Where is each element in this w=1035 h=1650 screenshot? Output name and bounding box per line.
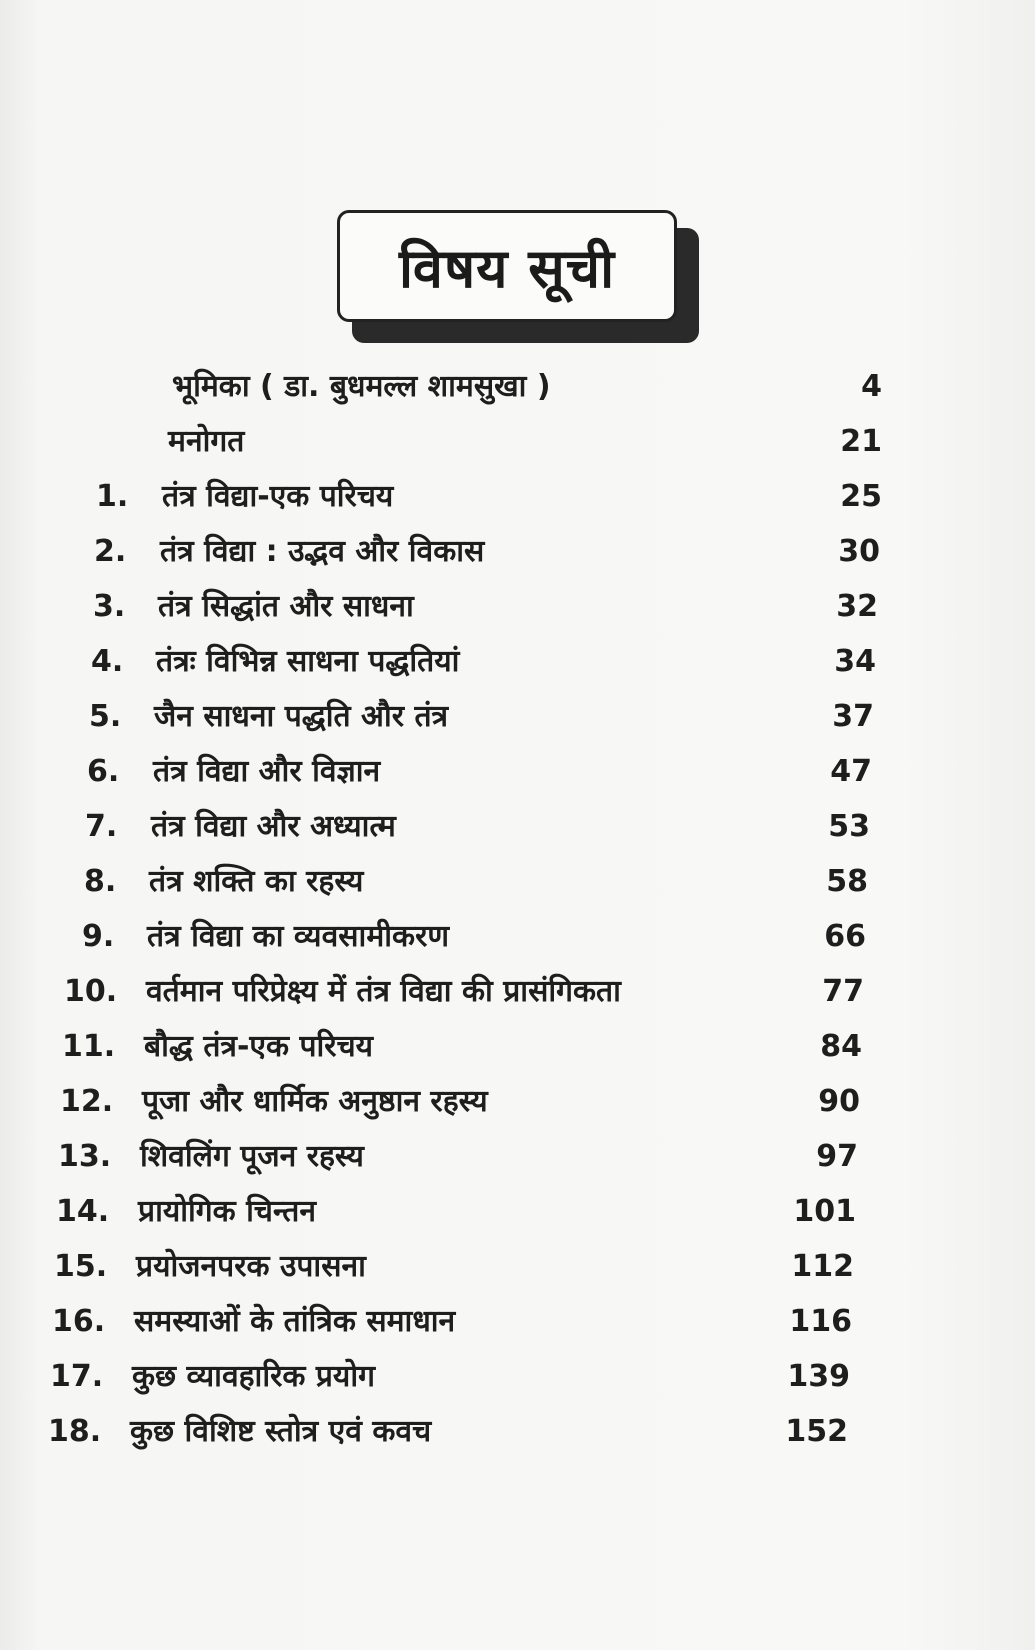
entry-page-number: 37 [832, 699, 874, 734]
entry-title: तंत्र विद्या और विज्ञान [153, 754, 381, 789]
entry-page-number: 32 [836, 589, 878, 624]
entry-page-number: 4 [861, 369, 882, 404]
entry-number: 17. [50, 1359, 104, 1394]
entry-page-number: 58 [826, 864, 868, 899]
entry-page-number: 152 [785, 1414, 848, 1449]
entry-number: 11. [62, 1029, 116, 1064]
entry-title: कुछ विशिष्ट स्तोत्र एवं कवच [130, 1414, 432, 1449]
entry-page-number: 116 [789, 1304, 852, 1339]
entry-page-number: 77 [822, 974, 864, 1009]
entry-number: 12. [60, 1084, 114, 1119]
entry-number: 2. [94, 534, 127, 569]
entry-title: मनोगत [168, 424, 245, 459]
entry-page-number: 112 [791, 1249, 854, 1284]
toc-entry [0, 530, 1035, 574]
entry-number: 18. [48, 1414, 102, 1449]
entry-number: 8. [84, 864, 117, 899]
toc-entry [0, 860, 1035, 904]
toc-entry [0, 1355, 1035, 1399]
entry-title: तंत्रः विभिन्न साधना पद्धतियां [156, 644, 460, 679]
entry-number: 9. [82, 919, 115, 954]
entry-title: जैन साधना पद्धति और तंत्र [154, 699, 449, 734]
entry-page-number: 66 [824, 919, 866, 954]
entry-title: तंत्र सिद्धांत और साधना [158, 589, 414, 624]
toc-entry [0, 1300, 1035, 1344]
toc-entry [0, 1135, 1035, 1179]
entry-title: तंत्र विद्या का व्यवसामीकरण [147, 919, 450, 954]
entry-page-number: 90 [818, 1084, 860, 1119]
entry-title: प्रयोजनपरक उपासना [136, 1249, 366, 1284]
entry-page-number: 25 [840, 479, 882, 514]
entry-number: 4. [91, 644, 124, 679]
entry-title: तंत्र विद्या : उद्भव और विकास [160, 534, 485, 569]
entry-title: तंत्र विद्या और अध्यात्म [151, 809, 396, 844]
entry-page-number: 30 [838, 534, 880, 569]
entry-title: तंत्र विद्या-एक परिचय [162, 479, 394, 514]
entry-title: वर्तमान परिप्रेक्ष्य में तंत्र विद्या की प्रासंगिकता [146, 974, 621, 1009]
entry-number: 5. [89, 699, 122, 734]
toc-entry [0, 475, 1035, 519]
entry-page-number: 34 [834, 644, 876, 679]
entry-number: 7. [85, 809, 118, 844]
entry-number: 6. [87, 754, 120, 789]
entry-page-number: 97 [816, 1139, 858, 1174]
entry-page-number: 47 [830, 754, 872, 789]
entry-page-number: 84 [820, 1029, 862, 1064]
entry-number: 10. [64, 974, 118, 1009]
entry-title: समस्याओं के तांत्रिक समाधान [134, 1304, 456, 1339]
entry-page-number: 101 [793, 1194, 856, 1229]
toc-entry [0, 640, 1035, 684]
entry-page-number: 53 [828, 809, 870, 844]
entry-number: 15. [54, 1249, 108, 1284]
toc-entry [0, 1025, 1035, 1069]
entry-number: 14. [56, 1194, 110, 1229]
toc-entry [0, 695, 1035, 739]
entry-page-number: 21 [840, 424, 882, 459]
entry-number: 1. [96, 479, 129, 514]
toc-entry [0, 805, 1035, 849]
toc-entry [0, 1410, 1035, 1454]
toc-entry [0, 420, 1035, 464]
entry-title: कुछ व्यावहारिक प्रयोग [132, 1359, 375, 1394]
entry-title: शिवलिंग पूजन रहस्य [140, 1139, 364, 1174]
toc-entry [0, 1080, 1035, 1124]
entry-page-number: 139 [787, 1359, 850, 1394]
toc-entry [0, 365, 1035, 409]
entry-title: तंत्र शक्ति का रहस्य [149, 864, 364, 899]
entry-number: 16. [52, 1304, 106, 1339]
entry-title: बौद्ध तंत्र-एक परिचय [144, 1029, 374, 1064]
toc-entry [0, 1190, 1035, 1234]
entry-number: 3. [93, 589, 126, 624]
toc-entry [0, 915, 1035, 959]
entry-title: पूजा और धार्मिक अनुष्ठान रहस्य [142, 1084, 488, 1119]
toc-entry [0, 585, 1035, 629]
toc-entry [0, 970, 1035, 1014]
entry-title: भूमिका ( डा. बुधमल्ल शामसुखा ) [172, 369, 551, 404]
toc-entry [0, 1245, 1035, 1289]
page-title: विषय सूची [398, 237, 616, 300]
entry-title: प्रायोगिक चिन्तन [138, 1194, 316, 1229]
toc-entry [0, 750, 1035, 794]
entry-number: 13. [58, 1139, 112, 1174]
